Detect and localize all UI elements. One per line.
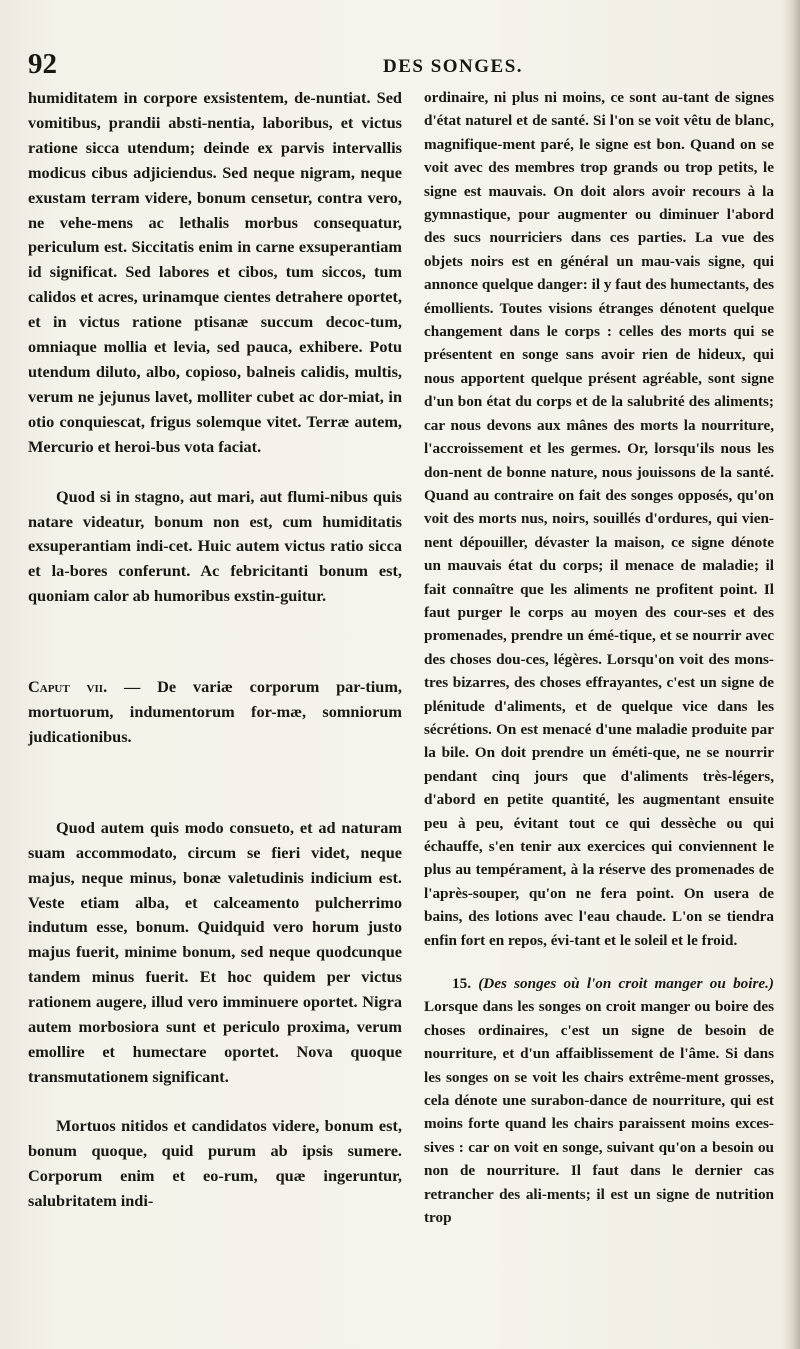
french-paragraph-1: ordinaire, ni plus ni moins, ce sont au-tant de signes d'état naturel et de santé. Si l'on se voit vêtu de blanc, magnifique-ment paré, le signe est bon. Quand on se voit avec des membres trop grands ou trop petits, le signe est mauvais. On doit alors avoir recours à la gymnastique, pour augmenter ou diminuer l'abord des sucs nourriciers dans ces parties. La vue des objets noirs est en général un mau-vais signe, qui annonce quelque danger: il y faut des humectants, des émollients. Toutes visions étranges dénotent quelque changement dans le corps : celles des morts qui se présentent en songe sans avoir rien de hideux, qui nous apportent quelque présent agréable, sont signe d'un bon état du corps et de la salubrité des aliments; car nous devons aux mânes des morts la nourriture, l'accroissement et les germes. Or, lorsqu'ils nous les don-nent de bonne nature, nous jouissons de la santé. Quand au contraire on fait des songes opposés, qu'on voit des morts nus, noirs, souillés d'ordures, qui vien-nent dépouiller, dévaster la maison, ce signe dénote un mauvais état du corps; il menace de maladie; il fait connaître que les aliments ne profitent point. Il faut purger le corps au moyen des cour-ses et des promenades, prendre un émé-tique, et se nourrir avec des choses dou-ces, légères. Lorsqu'on voit des mons-tres bizarres, des choses effrayantes, c'est un signe de plénitude d'aliments, et de quelque vice dans les sécrétions. On est menacé d'une maladie produite par la bile. On doit prendre un éméti-que, ne se nourrir pendant cinq jours que d'aliments très-légers, d'abord en petite quantité, les augmentant ensuite peu à peu, évitant tout ce qui dessèche ou qui échauffe, s'en tenir aux exercices qui conviennent le plus au tempérament, à la réserve des promenades de l'après-souper, qu'on ne fera point. On usera de bains, des lotions avec l'eau chaude. L'on se tiendra enfin fort en repos, évi-tant et le soleil et le froid. [424,89,774,949]
latin-column [28,86,402,1213]
section-number: 15. [452,975,479,993]
french-column [424,86,774,1230]
section-title: (Des songes où l'on croit manger ou boire.) [478,975,774,993]
page-edge-shadow [782,0,800,1349]
chapter-label: Caput vii. [28,677,108,697]
french-section-15 [424,972,774,1229]
french-paragraph-2: Lorsque dans les songes on croit manger ou boire des choses ordinaires, c'est un signe de besoin de nourriture, et d'un affaiblissement de l'âme. Si dans les songes on se voit les chairs extrême-ment grosses, cela dénote une surabon-dance de nourriture, qui est moins forte quand les chairs paraissent moins exces-sives : car on voit en songe, suivant qu'on a besoin ou non de nourriture. Il faut dans le dernier cas retrancher des ali-ments; il est un signe de nutrition trop [424,998,774,1227]
running-head: DES SONGES. [383,56,524,77]
page-number: 92 [28,48,57,80]
chapter-heading [28,675,402,750]
latin-paragraph-4: Mortuos nitidos et candidatos videre, bonum est, bonum quoque, quid purum ab ipsis sumere. Corporum enim et eo-rum, quæ ingeruntur, salubritatem indi- [28,1115,402,1210]
latin-paragraph-3: Quod autem quis modo consueto, et ad naturam suam accommodato, circum se fieri videt, neque majus, neque minus, bonæ valetudinis indicium est. Veste etiam alba, et calceamento pulcherrimo indutum esse, bonum. Quidquid vero horum justo majus fuerit, minime bonum, sed neque quodcunque tandem minus fuerit. Et hoc quidem per victus rationem augere, illud vero imminuere oportet. Nigra autem morbosiora sunt et periculo proxima, verum emollire et humectare oportet. Nova quoque transmutationem significant. [28,817,402,1086]
chapter-title: — De variæ corporum par-tium, mortuorum, indumentorum for-mæ, somniorum judicationibus. [28,677,402,746]
latin-paragraph-1: humiditatem in corpore exsistentem, de-nuntiat. Sed vomitibus, prandii absti-nentia, laboribus, et victus ratione sicca utendum; deinde ex parvis intervallis modicus cibus adjiciendus. Sed neque nigram, neque exustam terram videre, bonum censetur, contra vero, ne vehe-mens ac lethalis morbus consequatur, periculum est. Siccitatis enim in carne exsuperantiam id significat. Sed labores et cibos, tum siccos, tum calidos et acres, urinamque cientes detrahere oportet, et in victus ratione ptisanæ succum decoc-tum, omniaque mollia et levia, sed pauca, exhibere. Potu utendum diluto, albo, copioso, balneis calidis, multis, verum ne jejunus lavet, molliter cubet ac dor-miat, in otio conquiescat, frigus solemque vitet. Terræ autem, Mercurio et heroi-bus vota faciat. [28,88,402,456]
page-header [28,48,780,88]
latin-paragraph-2: Quod si in stagno, aut mari, aut flumi-nibus quis natare videatur, bonum non est, cum humiditatis exsuperantiam indi-cet. Huic autem victus ratio sicca et la-bores conferunt. Ac febricitanti bonum est, quoniam calor ab humoribus exstin-guitur. [28,486,402,606]
